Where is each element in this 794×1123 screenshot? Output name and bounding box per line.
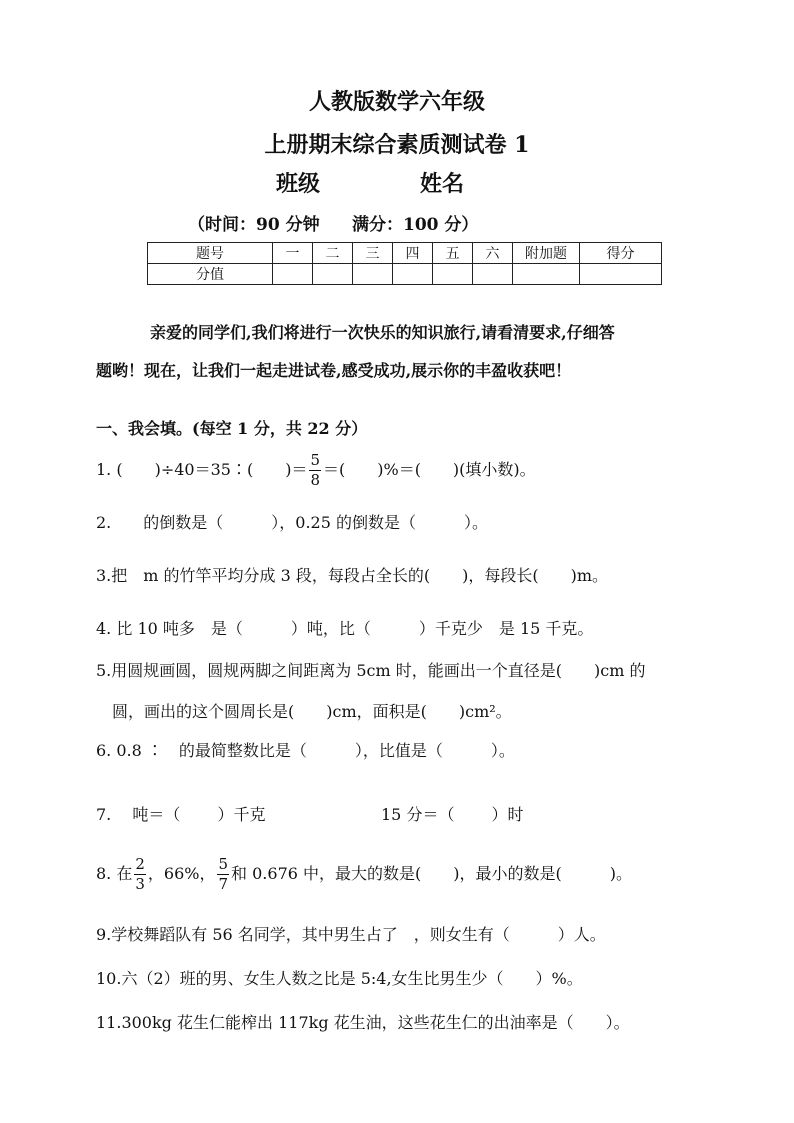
score-table-value-row (148, 264, 662, 285)
section-1-heading: 一、我会填。(每空 1 分，共 22 分） (96, 419, 368, 438)
question-1 (96, 450, 536, 490)
intro-line-2: 题哟！现在，让我们一起走进试卷,感受成功,展示你的丰盈收获吧！ (96, 361, 572, 380)
time-info: （时间：90 分钟 (188, 215, 320, 235)
question-7-part-1: 7. 吨＝（ ）千克 (96, 805, 266, 824)
question-8-start: 8. 在 (96, 864, 133, 883)
table-cell[interactable] (513, 264, 580, 285)
table-cell: 题号 (148, 243, 273, 264)
table-cell: 四 (393, 243, 433, 264)
question-4: 4. 比 10 吨多 是（ ）吨，比（ ）千克少 是 15 千克。 (96, 619, 594, 638)
score-table-header-row (148, 243, 662, 264)
fraction-5-8 (309, 453, 321, 488)
table-cell: 五 (433, 243, 473, 264)
question-2: 2. 的倒数是（ ），0.25 的倒数是（ ）。 (96, 513, 488, 532)
table-cell[interactable] (313, 264, 353, 285)
score-table (147, 242, 662, 285)
question-8-mid: ，66%， (147, 864, 216, 883)
table-cell[interactable] (433, 264, 473, 285)
table-cell[interactable] (473, 264, 513, 285)
question-5-line-1: 5.用圆规画圆，圆规两脚之间距离为 5cm 时，能画出一个直径是( )cm 的 (96, 661, 646, 680)
table-cell: 三 (353, 243, 393, 264)
question-5-line-2: 圆，画出的这个圆周长是( )cm，面积是( )cm²。 (112, 702, 512, 721)
table-cell: 六 (473, 243, 513, 264)
question-8-end: 和 0.676 中，最大的数是( )，最小的数是( )。 (231, 864, 632, 883)
table-cell: 一 (273, 243, 313, 264)
question-1-text-before: 1. ( )÷40＝35∶( )＝ (96, 460, 308, 479)
question-7-part-2: 15 分＝（ ）时 (381, 805, 524, 824)
question-6: 6. 0.8 ∶ 的最简整数比是（ ），比值是（ ）。 (96, 741, 515, 760)
question-11: 11.300kg 花生仁能榨出 117kg 花生油，这些花生仁的出油率是（ ）。 (96, 1013, 630, 1032)
table-cell[interactable] (393, 264, 433, 285)
table-cell: 分值 (148, 264, 273, 285)
fraction-numerator: 2 (135, 855, 145, 873)
fraction-5-7 (217, 857, 229, 892)
name-label: 姓名 (420, 171, 465, 197)
table-cell[interactable] (273, 264, 313, 285)
question-1-text-after: ＝( )%＝( )(填小数)。 (323, 460, 536, 479)
fraction-2-3 (134, 857, 146, 892)
question-9: 9.学校舞蹈队有 56 名同学，其中男生占了 ，则女生有（ ）人。 (96, 925, 606, 944)
table-cell[interactable] (580, 264, 662, 285)
table-cell: 附加题 (513, 243, 580, 264)
fraction-numerator: 5 (310, 451, 320, 469)
fraction-denominator: 8 (310, 471, 320, 489)
table-cell: 二 (313, 243, 353, 264)
intro-line-1: 亲爱的同学们,我们将进行一次快乐的知识旅行,请看清要求,仔细答 (150, 323, 615, 342)
question-8 (96, 854, 632, 894)
fraction-denominator: 7 (218, 875, 229, 893)
fraction-numerator: 5 (218, 855, 229, 873)
class-label: 班级 (276, 171, 321, 197)
exam-title: 人教版数学六年级 (308, 89, 485, 115)
fraction-denominator: 3 (135, 875, 145, 893)
full-marks: 满分：100 分） (352, 215, 479, 235)
table-cell: 得分 (580, 243, 662, 264)
question-3: 3.把 m 的竹竿平均分成 3 段，每段占全长的( )，每段长( )m。 (96, 566, 609, 585)
table-cell[interactable] (353, 264, 393, 285)
question-10: 10.六（2）班的男、女生人数之比是 5:4,女生比男生少（ ）%。 (96, 969, 583, 988)
exam-subtitle: 上册期末综合素质测试卷 1 (264, 132, 530, 158)
